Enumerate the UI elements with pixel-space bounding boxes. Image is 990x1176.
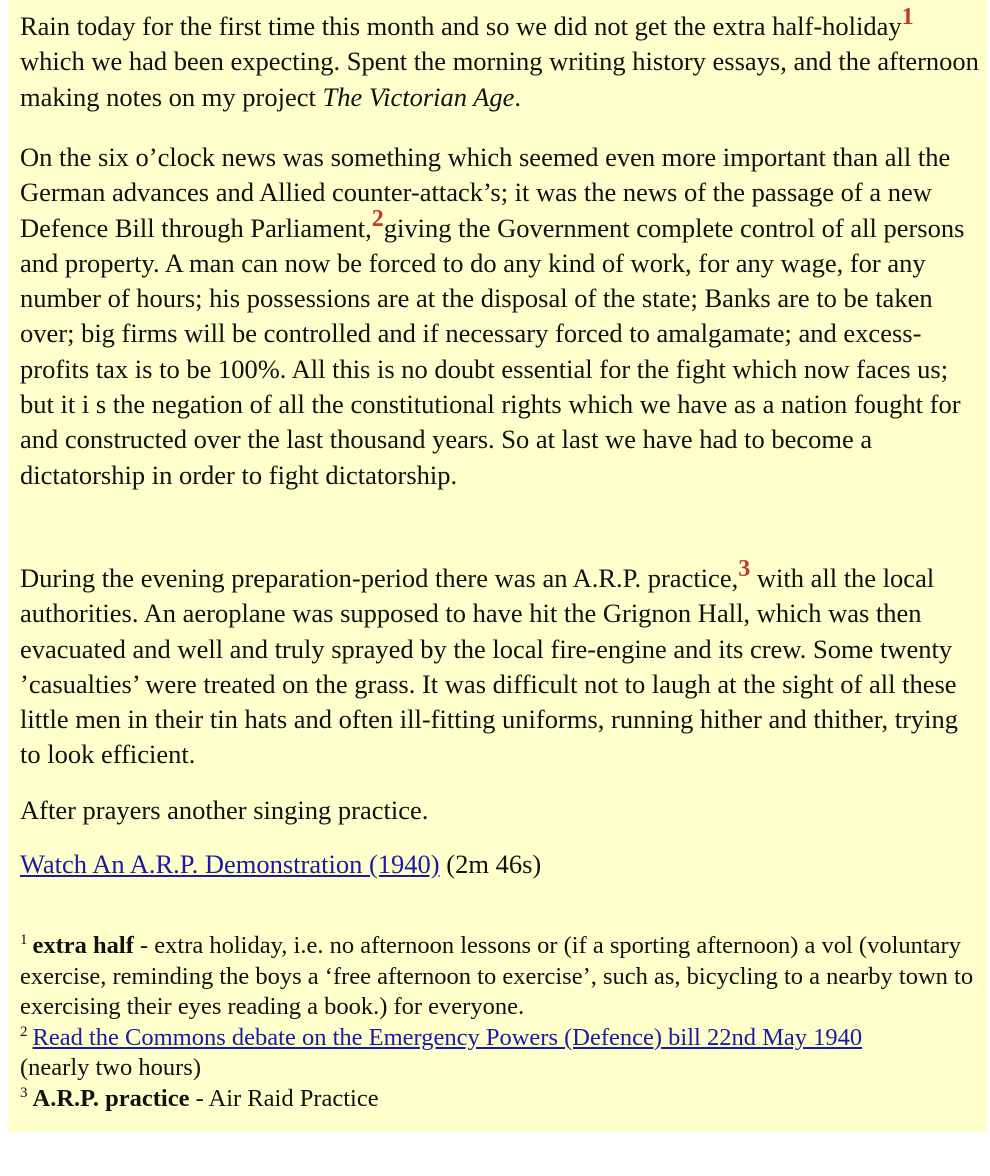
footnote-text: (nearly two hours): [20, 1054, 201, 1081]
footnote-term: A.R.P. practice: [32, 1084, 190, 1112]
paragraph-text: .: [514, 81, 521, 112]
footnote-text: - extra holiday, i.e. no afternoon lessons or (if a sporting afternoon) a vol (voluntary exercise, reminding the boys a ‘free afternoon to exercise’, such as, bicycling to a nearby town to exercising their eyes reading a book.) for everyone.: [20, 932, 974, 1020]
footnote-text: - Air Raid Practice: [189, 1084, 379, 1112]
footnote-term: extra half: [32, 932, 134, 959]
footnote-number: 3: [20, 1084, 28, 1101]
paragraph-text: On the six o’clock news was something which seemed even more important than all the German advances and Allied counter-attack’s; it was the news of the passage of a new Defence Bill through Parliament,: [20, 142, 951, 243]
diary-paragraph-1: [20, 4, 982, 115]
video-duration: (2m 46s): [439, 849, 542, 879]
paragraph-text: which we had been expecting. Spent the morning writing history essays, and the afternoon making notes on my project: [20, 46, 979, 112]
footnote-marker-1[interactable]: 1: [901, 4, 914, 31]
diary-paragraph-2: [20, 140, 982, 493]
diary-paragraph-3: [20, 556, 982, 773]
footnote-marker-3[interactable]: 3: [738, 556, 751, 583]
video-link-line: [20, 847, 982, 882]
footnote-number: 2: [20, 1023, 28, 1040]
footnote-1: [20, 931, 982, 1023]
project-title: The Victorian Age: [322, 81, 515, 112]
paragraph-text: with all the local authorities. An aeroplane was supposed to have hit the Grignon Hall, which was then evacuated and well and truly sprayed by the local fire-engine and its crew. Some twenty ’casualties’ were treated on the grass. It was difficult not to laugh at the sight of all these little men in their tin hats and often ill-fitting uniforms, running hither and thither, trying to look efficient.: [20, 563, 959, 770]
paragraph-text: Rain today for the first time this month and so we did not get the extra half-holiday: [20, 11, 902, 41]
footnotes: [20, 931, 982, 1114]
footnote-number: 1: [20, 932, 28, 948]
paragraph-text: giving the Government complete control of all persons and property. A man can now be forced to do any kind of work, for any wage, for any number of hours; his possessions are at the disposal of the state; Banks are to be taken over; big firms will be controlled and if necessary forced to amalgamate; and excess-profits tax is to be 100%. All this is no doubt essential for the fight which now faces us; but it i s the negation of all the constitutional rights which we have as a nation fought for and constructed over the last thousand years. So at last we have had to become a dictatorship in order to fight dictatorship.: [20, 212, 965, 490]
diary-paragraph-4: After prayers another singing practice.: [20, 795, 429, 825]
paragraph-text: During the evening preparation-period there was an A.R.P. practice,: [20, 563, 739, 593]
diary-page: [8, 0, 987, 1132]
footnote-3: [20, 1084, 982, 1115]
footnote-marker-2[interactable]: 2: [371, 205, 384, 232]
footnote-2: [20, 1023, 982, 1084]
commons-debate-link[interactable]: Read the Commons debate on the Emergency Powers (Defence) bill 22nd May 1940: [32, 1023, 863, 1051]
video-link[interactable]: Watch An A.R.P. Demonstration (1940): [20, 849, 440, 879]
